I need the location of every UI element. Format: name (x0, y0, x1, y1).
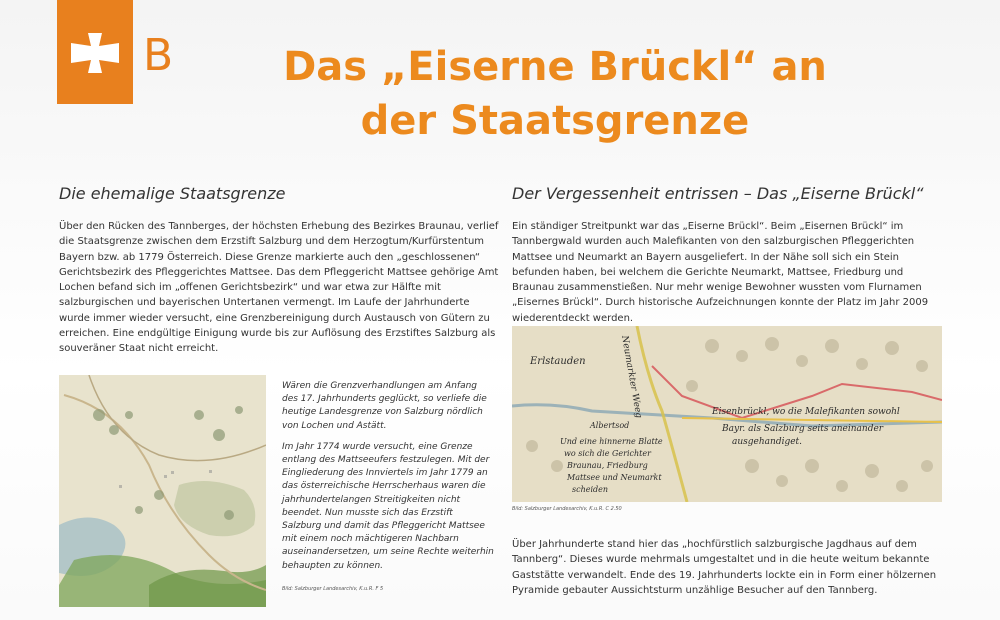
historic-map-right (512, 326, 942, 502)
cross-icon (71, 33, 119, 73)
map-label-line3: ausgehandiget. (732, 437, 803, 447)
image-credit-right: Bild: Salzburger Landesarchiv, K.u.R. C 2.50 (512, 506, 622, 512)
section-letter: B (143, 30, 174, 81)
map-label-scheiden: scheiden (572, 485, 609, 494)
logo-box (57, 0, 133, 104)
caption-paragraph-1: Wären die Grenzverhandlungen am Anfang des 17. Jahrhunderts geglückt, so verliefe die heutige Landesgrenze von Salzburg nördlich von Lochen und Astätt. (282, 381, 487, 431)
right-body-2: Über Jahrhunderte stand hier das „hochfürstlich salzburgische Jagdhaus auf dem Tannberg“. Dieses wurde mehrmals umgestaltet und in die heute weitum bekannte Gaststätte verwandelt. Ende des 19. Jahrhunderts lockte ein in Form einer hölzernen Pyramide gebauter Aussichtsturm unzählige Besucher auf den Tannberg. (512, 539, 937, 596)
map-label-wosich: wo sich die Gerichter (564, 449, 651, 458)
map-label-line2: Bayr. als Salzburg seits aneinander (722, 424, 884, 434)
map-caption (282, 380, 494, 581)
image-credit-left: Bild: Salzburger Landesarchiv, K.u.R. F 5 (282, 586, 384, 592)
right-heading: Der Vergessenheit entrissen – Das „Eiserne Brückl“ (512, 184, 924, 203)
map-label-undeine: Und eine hinnerne Blatte (560, 437, 663, 446)
left-body: Über den Rücken des Tannberges, der höchsten Erhebung des Bezirkes Braunau, verlief die Staatsgrenze zwischen dem Erzstift Salzburg und dem Herzogtum/Kurfürstentum Bayern bzw. ab 1779 Österreich. Diese Grenze markierte auch den „geschlossenen“ Gerichtsbezirk des Pfleggerichtes Mattsee. Das dem Pfleggericht Mattsee gehörige Amt Lochen befand sich im „offenen Gerichtsbezirk“ und war etwa zur Hälfte mit salzburgischen und bayerischen Untertanen vermengt. Im Laufe der Jahrhunderte wurde immer wieder versucht, eine Grenzbereinigung durch Austausch von Gütern zu erreichen. Eine endgültige Einigung wurde bis zur Auflösung des Erzstiftes Salzburg als souveräner Staat nicht erreicht. (59, 221, 499, 355)
historic-map-left (59, 375, 266, 607)
page-title (190, 40, 920, 148)
right-body: Ein ständiger Streitpunkt war das „Eiserne Brückl“. Beim „Eisernen Brückl“ im Tannbergwald wurden auch Malefikanten von den salzburgischen Pfleggerichten Mattsee und Neumarkt an Bayern ausgeliefert. In der Nähe soll sich ein Stein befunden haben, bei welchem die Gerichte Neumarkt, Mattsee, Friedburg und Braunau zusammenstießen. Nur mehr wenige Bewohner wussten vom Flurnamen „Eisernes Brückl“. Durch historische Aufzeichnungen konnte der Platz im Jahr 2009 wiederentdeckt werden. (512, 221, 929, 324)
caption-paragraph-2: Im Jahr 1774 wurde versucht, eine Grenze entlang des Mattseeufers festzulegen. Mit der Eingliederung des Innviertels im Jahr 1779 an das österreichische Herrscherhaus waren die jahrhundertelangen Streitigkeiten nicht beendet. Nun musste sich das Erzstift Salzburg und damit das Pfleggericht Mattsee mit einem noch mächtigeren Nachbarn auseinandersetzen, um seine Rechte weiterhin behaupten zu können. (282, 441, 494, 571)
map-label-neumarkter: Neumarkter Weeg (619, 334, 644, 419)
map-label-eisenbruckl: Eisenbrückl, wo die Malefikanten sowohl (712, 407, 900, 417)
title-line-1: Das „Eiserne Brückl“ an (283, 44, 827, 90)
title-line-2: der Staatsgrenze (360, 98, 750, 144)
map-label-albertsod: Albertsod (590, 421, 630, 430)
map-label-erlstauden: Erlstauden (530, 356, 586, 367)
left-heading: Die ehemalige Staatsgrenze (59, 184, 286, 203)
map-label-braunau: Braunau, Friedburg (567, 461, 648, 470)
map-label-mattsee: Mattsee und Neumarkt (567, 473, 662, 482)
